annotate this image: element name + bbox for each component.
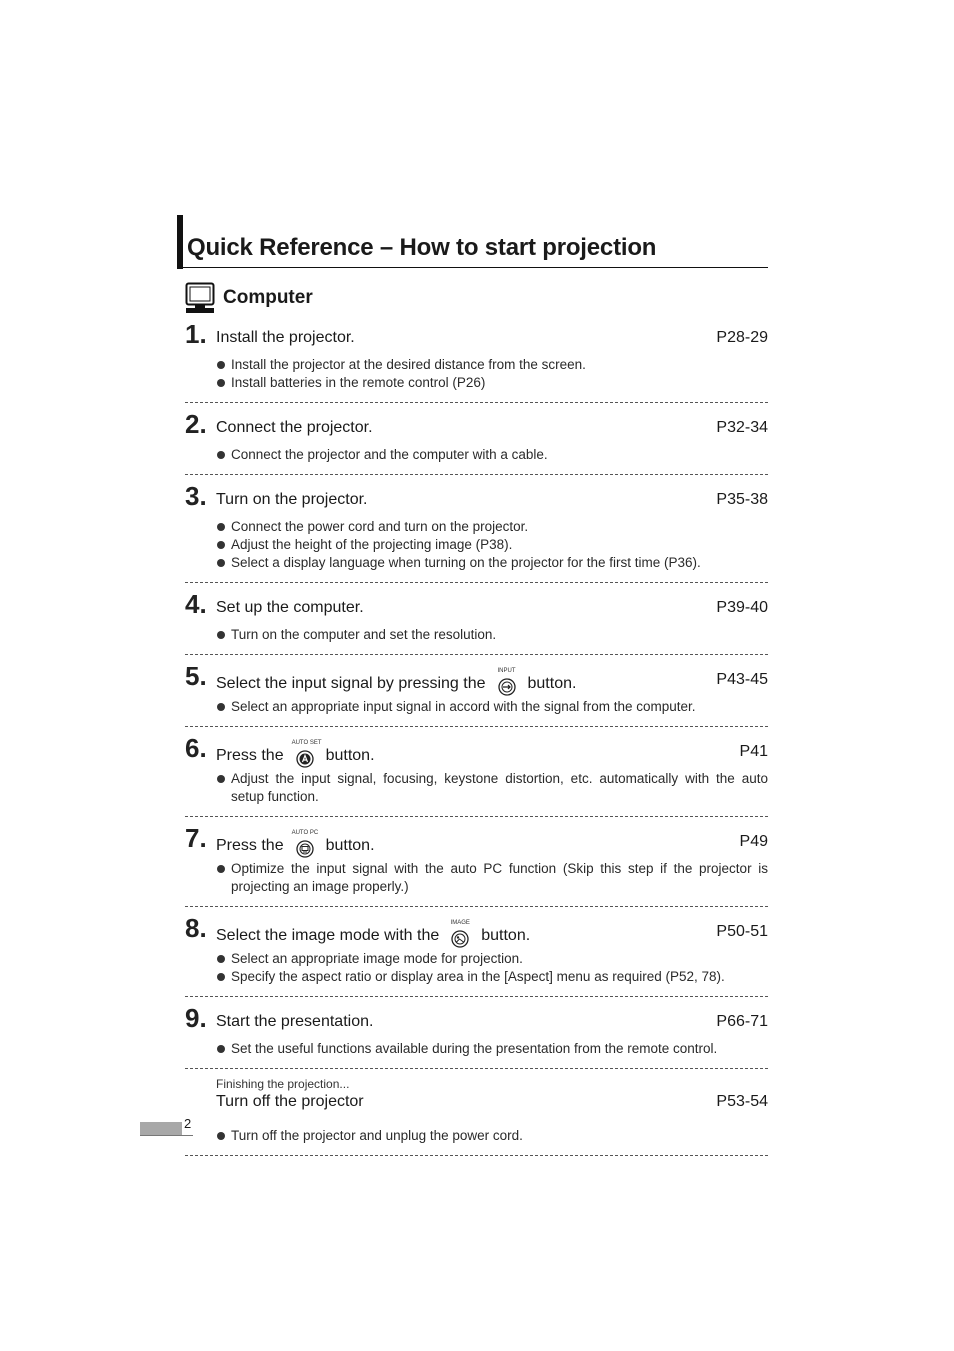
finish-label: Finishing the projection... — [216, 1077, 350, 1091]
step-number: 5. — [185, 661, 207, 691]
auto-set-button-icon — [291, 740, 322, 769]
list-item: Connect the projector and the computer with a cable. — [231, 446, 768, 464]
step-number: 6. — [185, 733, 207, 763]
auto-pc-button-icon — [291, 830, 319, 859]
step-title-suffix: button. — [325, 747, 375, 764]
step-title: Press the — [216, 837, 284, 854]
list-item: Optimize the input signal with the auto PC function (Skip this step if the projector is projecting an image properly.) — [231, 861, 768, 894]
step-title: Select the image mode with the — [216, 927, 440, 944]
step-number: 3. — [185, 481, 207, 511]
button-icon-label: AUTO PC — [291, 830, 319, 836]
page-reference: P28-29 — [716, 329, 768, 346]
step-title: Start the presentation. — [216, 1013, 374, 1030]
page-title: Quick Reference – How to start projection — [187, 234, 657, 261]
list-item: Select a display language when turning on the projector for the first time (P36). — [231, 554, 768, 572]
step-title-suffix: button. — [325, 837, 375, 854]
step-1 — [185, 319, 768, 403]
list-item: Turn off the projector and unplug the power cord. — [231, 1127, 768, 1145]
page-reference: P41 — [739, 743, 768, 760]
step-7 — [185, 823, 768, 907]
step-8 — [185, 913, 768, 997]
step-number: 7. — [185, 823, 207, 853]
step-number: 9. — [185, 1003, 207, 1033]
image-button-icon — [447, 920, 473, 949]
title-rule — [177, 267, 768, 268]
page-reference: P49 — [739, 833, 768, 850]
finish-step — [185, 1077, 768, 1156]
list-item: Connect the power cord and turn on the projector. — [231, 518, 768, 536]
step-number: 2. — [185, 409, 207, 439]
step-title: Select the input signal by pressing the — [216, 675, 486, 692]
button-icon-label: AUTO SET — [291, 740, 322, 746]
step-title-suffix: button. — [527, 675, 577, 692]
step-title: Set up the computer. — [216, 599, 364, 616]
step-5 — [185, 661, 768, 727]
step-number: 8. — [185, 913, 207, 943]
page-reference: P53-54 — [716, 1093, 768, 1110]
list-item: Install the projector at the desired distance from the screen. — [231, 356, 768, 374]
step-3 — [185, 481, 768, 583]
step-title: Press the — [216, 747, 284, 764]
step-title: Turn off the projector — [216, 1093, 364, 1110]
section-header — [185, 282, 313, 314]
list-item: Specify the aspect ratio or display area in the [Aspect] menu as required (P52, 78). — [231, 968, 768, 986]
monitor-icon — [185, 282, 215, 314]
page-number: 2 — [184, 1116, 192, 1131]
list-item: Install batteries in the remote control (P26) — [231, 374, 768, 392]
page-reference: P43-45 — [716, 671, 768, 688]
page-reference: P50-51 — [716, 923, 768, 940]
step-2 — [185, 409, 768, 475]
list-item: Adjust the height of the projecting image (P38). — [231, 536, 768, 554]
step-title: Connect the projector. — [216, 419, 373, 436]
list-item: Set the useful functions available during the presentation from the remote control. — [231, 1040, 768, 1058]
page-rule — [140, 1135, 193, 1136]
title-accent-bar — [177, 215, 183, 269]
button-icon-label: INPUT — [497, 668, 516, 674]
step-title: Install the projector. — [216, 329, 355, 346]
page-reference: P32-34 — [716, 419, 768, 436]
section-title: Computer — [223, 287, 313, 308]
step-9 — [185, 1003, 768, 1069]
input-button-icon — [494, 668, 520, 697]
list-item: Adjust the input signal, focusing, keystone distortion, etc. automatically with the auto setup function. — [231, 771, 768, 804]
list-item: Select an appropriate input signal in accord with the signal from the computer. — [231, 698, 768, 716]
step-title-suffix: button. — [481, 927, 531, 944]
step-4 — [185, 589, 768, 655]
list-item: Select an appropriate image mode for projection. — [231, 950, 768, 968]
step-6 — [185, 733, 768, 817]
button-icon-label: IMAGE — [450, 920, 470, 926]
page-reference: P39-40 — [716, 599, 768, 616]
step-number: 4. — [185, 589, 207, 619]
steps-list — [185, 319, 768, 1156]
page-reference: P66-71 — [716, 1013, 768, 1030]
list-item: Turn on the computer and set the resolution. — [231, 626, 768, 644]
step-title: Turn on the projector. — [216, 491, 368, 508]
step-number: 1. — [185, 319, 207, 349]
page-tab — [140, 1122, 182, 1136]
page-reference: P35-38 — [716, 491, 768, 508]
